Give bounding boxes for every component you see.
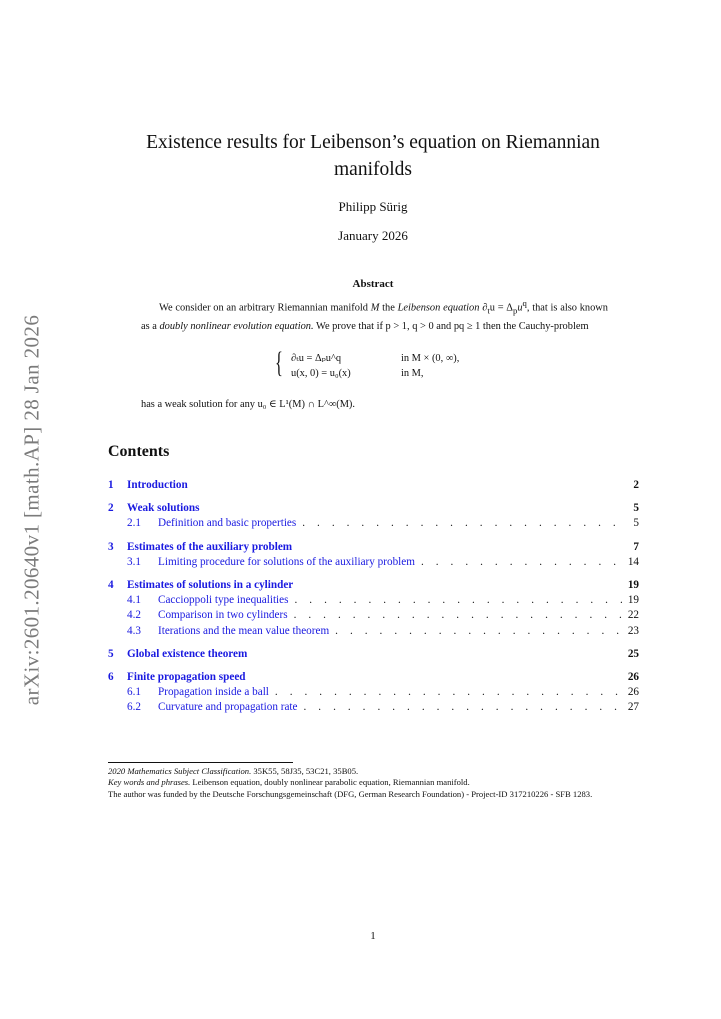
footnotes bbox=[108, 766, 639, 800]
abstract-var-m: M bbox=[370, 302, 380, 314]
toc-number: 6 bbox=[108, 671, 114, 684]
contents-heading: Contents bbox=[108, 443, 170, 460]
toc-page-number: 19 bbox=[627, 594, 639, 607]
abstract-superscript: q bbox=[522, 298, 527, 308]
footnote-funding: The author was funded by the Deutsche Forschungsgemeinschaft (DFG, German Research Foundation) - Project-ID 317210226 - SFB 1283. bbox=[108, 788, 593, 799]
abstract-text: ∂ bbox=[479, 302, 488, 314]
toc-leader-dots bbox=[275, 685, 622, 700]
toc-number: 4.2 bbox=[127, 609, 141, 622]
toc-label: Introduction bbox=[127, 479, 188, 491]
abstract-doubly-nonlinear: doubly nonlinear evolution equation. bbox=[159, 321, 314, 333]
toc-label: Caccioppoli type inequalities bbox=[158, 594, 289, 607]
equation-row-1 bbox=[291, 351, 460, 366]
toc-number: 1 bbox=[108, 479, 114, 491]
toc-page-number: 26 bbox=[627, 686, 639, 699]
toc-page-number: 2 bbox=[633, 479, 639, 491]
toc-entry-weak-solutions[interactable] bbox=[108, 501, 639, 516]
toc-gap bbox=[108, 662, 639, 670]
toc-number: 6.1 bbox=[127, 686, 141, 699]
table-of-contents bbox=[108, 478, 639, 716]
equation-row-2 bbox=[291, 366, 424, 381]
toc-entry-finite-propagation[interactable] bbox=[108, 670, 639, 685]
abstract-text: , that is also known as a bbox=[141, 302, 608, 333]
toc-entry-definition-basic-properties[interactable] bbox=[108, 516, 639, 531]
toc-page-number: 23 bbox=[627, 624, 639, 637]
toc-label: Global existence theorem bbox=[127, 647, 248, 660]
toc-number: 2 bbox=[108, 502, 114, 515]
toc-gap bbox=[108, 532, 639, 540]
toc-label: Finite propagation speed bbox=[127, 671, 246, 684]
footnote-msc-label: 2020 Mathematics Subject Classification. bbox=[108, 766, 252, 776]
toc-entry-caccioppoli[interactable] bbox=[108, 593, 639, 608]
toc-page-number: 7 bbox=[633, 540, 639, 553]
toc-number: 5 bbox=[108, 647, 114, 660]
abstract-conclusion: has a weak solution for any u₀ ∈ L¹(M) ∩ L^∞(M). bbox=[141, 399, 355, 410]
footnote-msc-value: 35K55, 58J35, 53C21, 35B05. bbox=[251, 766, 359, 776]
equation-row-1-left: ∂ₜu = Δₚu^q bbox=[291, 353, 342, 364]
abstract-text: u = Δ bbox=[489, 302, 513, 314]
toc-leader-dots bbox=[421, 555, 622, 570]
arxiv-identifier-stamp[interactable]: arXiv:2601.20640v1 [math.AP] 28 Jan 2026 bbox=[19, 314, 44, 706]
toc-entry-global-existence[interactable] bbox=[108, 647, 639, 662]
toc-number: 3 bbox=[108, 540, 114, 553]
toc-label: Limiting procedure for solutions of the auxiliary problem bbox=[158, 555, 415, 568]
toc-page-number: 25 bbox=[627, 647, 639, 660]
toc-entry-limiting-procedure[interactable] bbox=[108, 555, 639, 570]
toc-label: Estimates of solutions in a cylinder bbox=[127, 579, 294, 592]
footnote-keywords bbox=[108, 777, 639, 788]
toc-label: Definition and basic properties bbox=[158, 517, 297, 530]
toc-page-number: 5 bbox=[633, 517, 639, 530]
toc-number: 4 bbox=[108, 579, 114, 592]
toc-entry-cylinder-estimates[interactable] bbox=[108, 578, 639, 593]
abstract-text: We prove that if p > 1, q > 0 and pq ≥ 1 then the Cauchy-problem bbox=[313, 321, 589, 333]
toc-page-number: 14 bbox=[627, 555, 639, 568]
toc-gap bbox=[108, 493, 639, 501]
abstract-heading: Abstract bbox=[352, 278, 394, 290]
toc-number: 2.1 bbox=[127, 517, 141, 530]
toc-leader-dots bbox=[295, 593, 622, 608]
title-line-2: manifolds bbox=[334, 159, 412, 180]
toc-page-number: 5 bbox=[633, 502, 639, 515]
page-number: 1 bbox=[370, 930, 376, 942]
equation-brace: { bbox=[275, 346, 283, 379]
footnote-keywords-label: Key words and phrases. bbox=[108, 777, 191, 788]
toc-number: 4.1 bbox=[127, 594, 141, 607]
toc-entry-curvature-propagation[interactable] bbox=[108, 700, 639, 715]
toc-page-number: 22 bbox=[627, 609, 639, 622]
abstract-leibenson-equation: Leibenson equation bbox=[397, 302, 480, 314]
toc-page-number: 19 bbox=[627, 579, 639, 592]
author-name: Philipp Sürig bbox=[338, 199, 408, 214]
toc-gap bbox=[108, 570, 639, 578]
toc-gap bbox=[108, 639, 639, 647]
toc-number: 4.3 bbox=[127, 624, 141, 637]
toc-number: 3.1 bbox=[127, 555, 141, 568]
abstract-subscript: t bbox=[487, 305, 490, 316]
toc-entry-comparison-cylinders[interactable] bbox=[108, 608, 639, 623]
paper-title bbox=[108, 129, 638, 183]
toc-label: Propagation inside a ball bbox=[158, 686, 269, 699]
toc-label: Comparison in two cylinders bbox=[158, 609, 288, 622]
toc-page-number: 27 bbox=[627, 701, 639, 714]
toc-leader-dots bbox=[335, 624, 622, 639]
toc-entry-iterations[interactable] bbox=[108, 624, 639, 639]
equation-row-1-right: in M × (0, ∞), bbox=[401, 353, 460, 364]
equation-row-2-right: in M, bbox=[401, 368, 424, 379]
toc-label: Weak solutions bbox=[127, 502, 200, 515]
toc-label: Curvature and propagation rate bbox=[158, 701, 298, 714]
abstract-var-u: u bbox=[517, 302, 523, 314]
toc-label: Estimates of the auxiliary problem bbox=[127, 540, 293, 553]
toc-leader-dots bbox=[303, 700, 621, 715]
toc-leader-dots bbox=[302, 516, 627, 531]
cauchy-problem-equation bbox=[275, 346, 460, 381]
abstract-text: We consider on an arbitrary Riemannian manifold bbox=[159, 302, 371, 314]
toc-label: Iterations and the mean value theorem bbox=[158, 624, 330, 637]
footnote-keywords-value: Leibenson equation, doubly nonlinear parabolic equation, Riemannian manifold. bbox=[190, 777, 470, 788]
toc-entry-auxiliary-problem[interactable] bbox=[108, 540, 639, 555]
toc-number: 6.2 bbox=[127, 701, 141, 714]
toc-page-number: 26 bbox=[627, 671, 639, 684]
title-line-1: Existence results for Leibenson’s equation on Riemannian bbox=[146, 132, 600, 153]
equation-row-2-left: u(x, 0) = u₀(x) bbox=[291, 368, 351, 379]
footnote-divider bbox=[108, 762, 293, 763]
abstract-text: the bbox=[379, 302, 398, 314]
abstract-subscript: p bbox=[513, 305, 518, 316]
abstract-body bbox=[141, 296, 608, 335]
toc-leader-dots bbox=[294, 608, 622, 623]
publication-date: January 2026 bbox=[338, 228, 408, 243]
toc-entry-propagation-ball[interactable] bbox=[108, 685, 639, 700]
toc-entry-introduction[interactable] bbox=[108, 478, 639, 493]
footnote-msc bbox=[108, 766, 639, 777]
